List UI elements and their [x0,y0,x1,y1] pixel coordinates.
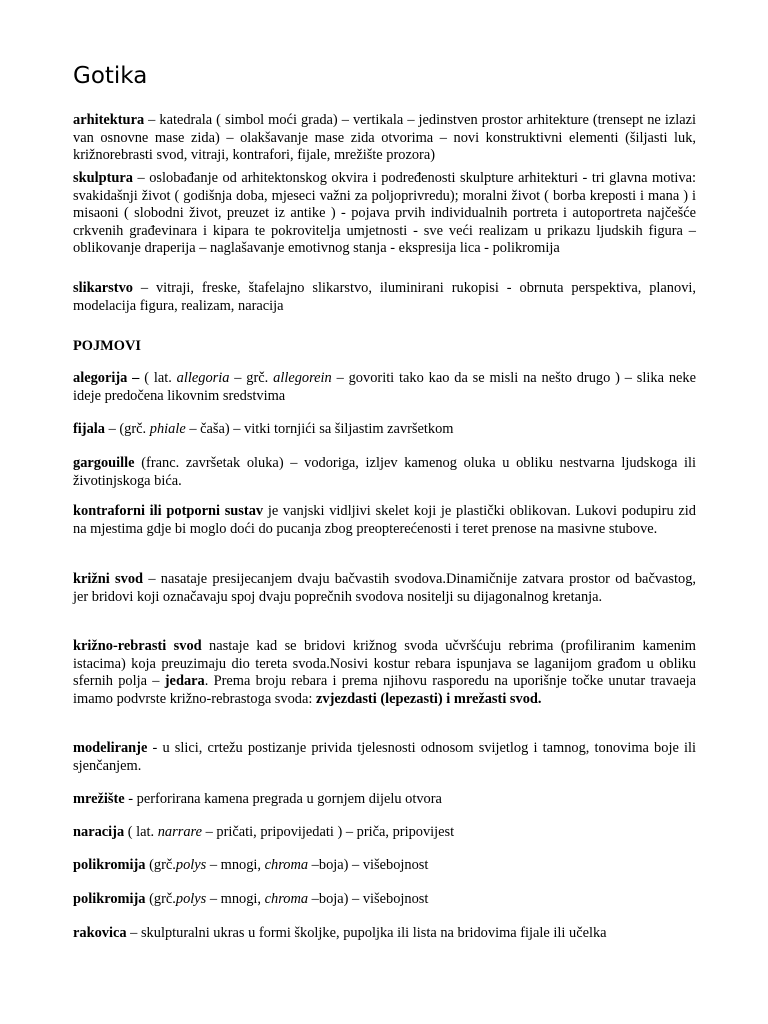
term-text: – skulpturalni ukras u formi školjke, pupoljka ili lista na bridovima fijale ili učelka [126,925,607,941]
term-label: alegorija – [73,370,140,386]
page-title: Gotika [73,63,148,89]
term-polikromija-repeat [73,891,696,909]
term-text: –boja) – višebojnost [308,857,429,873]
term-italic: phiale [149,421,186,437]
term-label: arhitektura [73,112,145,128]
term-text: - perforirana kamena pregrada u gornjem dijelu otvora [124,791,442,807]
term-text: –boja) – višebojnost [308,891,429,907]
term-bold: zvjezdasti (lepezasti) i mrežasti svod. [315,690,542,707]
term-krizno-rebrasti-svod [73,638,696,708]
term-rakovica [73,925,696,943]
term-text: – oslobađanje od arhitektonskog okvira i podređenosti skulpture arhitekturi - tri glavna motiva: svakidašnji život ( godišnja doba, mjeseci važni za poljoprivredu); moralni život ( borba kreposti i mana ) i misaoni ( slobodni život, preuzet iz antike ) - pojava prvih individualnih portreta i autoportreta najčešće crkvenih građevinara i kipara te pokrovitelja umjetnosti - sve veći realizam u prikazu ljudskih figura – oblikovanje draperija – naglašavanje emotivnog stanja - ekspresija lica - polikromija [73,170,696,257]
term-mreziste [73,791,696,809]
term-text: (grč. [145,891,176,907]
section-skulptura [73,170,696,258]
term-text: – (grč. [104,421,150,437]
term-label: skulptura [73,170,133,186]
term-text: – grč. [229,370,274,386]
term-text: – katedrala ( simbol moći grada) – vertikala – jedinstven prostor arhitekture (trensept ne izlazi van osnovne mase zida) – olakšavanje mase zida otvorima – novi konstruktivni elementi (šiljasti luk, križnorebrasti svod, vitraji, kontrafori, fijale, mrežište prozora) [73,112,696,164]
term-italic: chroma [264,891,309,907]
term-text: . Prema broju rebara i prema njihovu rasporedu na uporišnje točke unutar travaeja imamo podvrste križno-rebrastoga svoda: [73,673,696,707]
term-modeliranje [73,740,696,775]
term-text: – govoriti tako kao da se misli na nešto drugo ) – slika neke ideje predočena likovnim sredstvima [73,370,696,404]
term-text: – vitraji, freske, štafelajno slikarstvo, iluminirani rukopisi - obrnuta perspektiva, planovi, modelacija figura, realizam, naracija [73,280,696,314]
term-italic: narrare [157,824,202,840]
section-arhitektura [73,112,696,165]
term-label: rakovica [73,925,127,941]
term-polikromija [73,857,696,875]
term-label: križno-rebrasti svod [73,638,202,654]
term-italic: allegoria [176,370,230,386]
term-naracija [73,824,696,842]
term-text: – nasataje presijecanjem dvaju bačvastih svodova.Dinamičnije zatvara prostor od bačvastog, jer bridovi koji označavaju spoj dvaju poprečnih svodova nositelji su dijagonalnog kretanja. [73,571,696,605]
term-alegorija [73,370,696,405]
term-kontraforni [73,503,696,538]
term-text: - u slici, crtežu postizanje privida tjelesnosti odnosom svijetlog i tamnog, tonovima boje ili sjenčanjem. [73,740,696,774]
term-label: naracija [73,824,125,840]
term-label: modeliranje [73,740,148,756]
term-label: polikromija [73,891,146,907]
term-label: gargouille [73,455,135,471]
term-label: fijala [73,421,105,437]
term-label: mrežište [73,791,125,807]
term-text: – mnogi, [206,891,265,907]
term-text: ( lat. [124,824,158,840]
term-gargouille [73,455,696,490]
term-italic: chroma [264,857,309,873]
term-label: križni svod [73,571,144,587]
term-text: – mnogi, [206,857,265,873]
term-bold: jedara [164,673,205,690]
term-fijala [73,421,696,439]
term-label: kontraforni ili potporni sustav [73,503,264,519]
term-text: (grč. [145,857,176,873]
term-italic: polys [175,891,207,907]
term-text: (franc. završetak oluka) – vodoriga, izljev kamenog oluka u obliku nestvarna ljudskoga ili životinjskoga bića. [73,455,696,489]
pojmovi-heading: POJMOVI [73,338,141,354]
term-italic: allegorein [273,370,332,386]
term-krizni-svod [73,571,696,606]
term-text: – pričati, pripovijedati ) – priča, pripovijest [201,824,455,840]
section-slikarstvo [73,280,696,315]
term-text: ( lat. [139,370,177,386]
term-italic: polys [175,857,207,873]
term-text: nastaje kad se bridovi križnog svoda učvršćuju rebrima (profiliranim kamenim istacima) koja preuzimaju dio tereta svoda.Nosivi kostur rebara ispunjava se laganijom građom u obliku sfernih polja – [73,638,696,690]
term-text: je vanjski vidljivi skelet koji je plastički oblikovan. Lukovi podupiru zid na mjestima gdje bi moglo doći do pucanja zbog preopterećenosti i teret prenose na masivne stubove. [73,503,696,537]
term-text: – čaša) – vitki tornjići sa šiljastim završetkom [185,421,454,437]
term-label: polikromija [73,857,146,873]
term-label: slikarstvo [73,280,133,296]
